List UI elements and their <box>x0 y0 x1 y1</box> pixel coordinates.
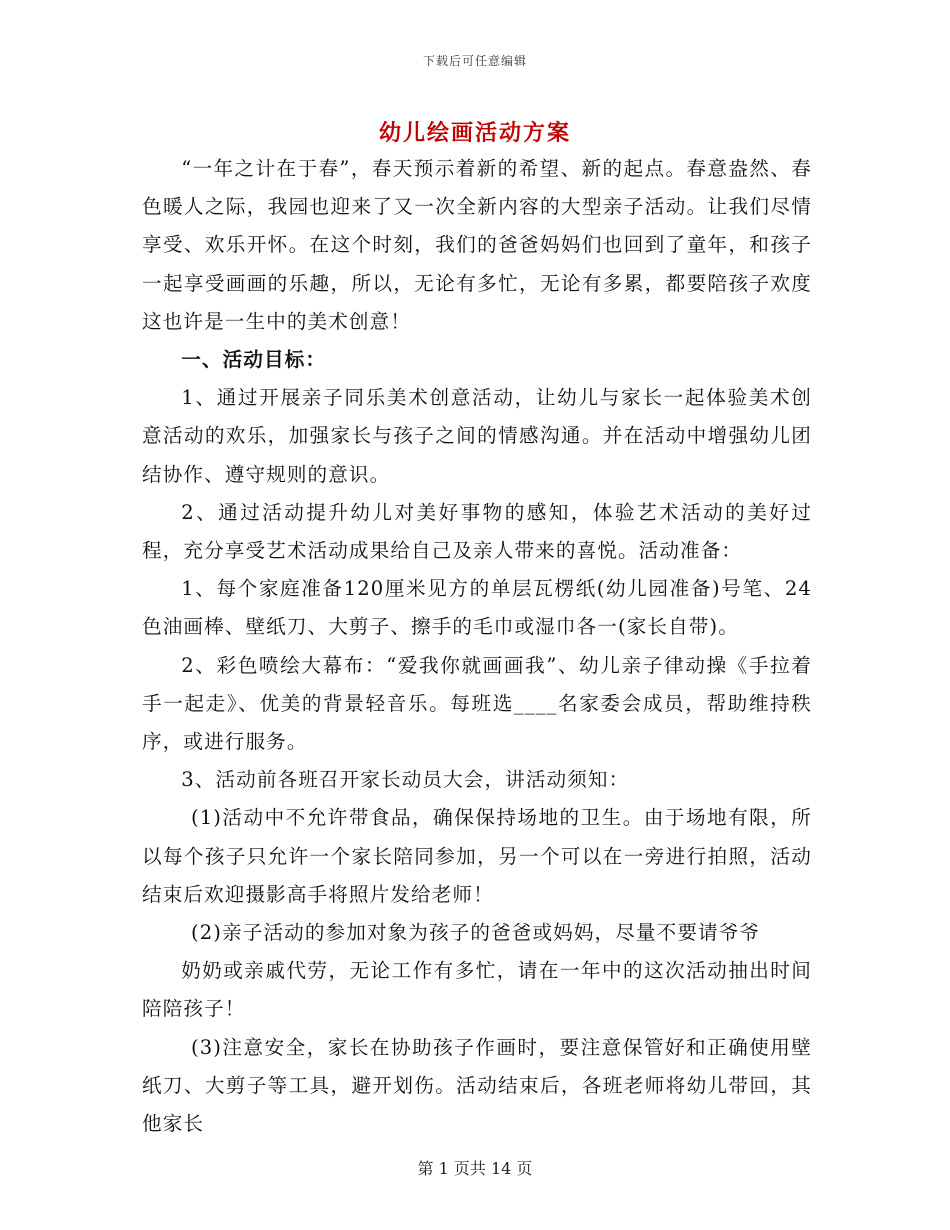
page-footer-number: 第 1 页共 14 页 <box>417 1159 533 1178</box>
preparation-item-1: 1、每个家庭准备120厘米见方的单层瓦楞纸(幼儿园准备)号笔、24色油画棒、壁纸刀、大剪子、擦手的毛巾或湿巾各一(家长自带)。 <box>142 577 812 639</box>
notice-item-2: (2)亲子活动的参加对象为孩子的爸爸或妈妈，尽量不要请爷爷 <box>191 921 761 945</box>
page-header-note: 下载后可任意编辑 <box>422 54 527 68</box>
notice-item-2-continued: 奶奶或亲戚代劳，无论工作有多忙，请在一年中的这次活动抽出时间陪陪孩子！ <box>142 959 812 1021</box>
preparation-item-2: 2、彩色喷绘大幕布：“爱我你就画画我”、幼儿亲子律动操《手拉着手一起走》、优美的背景轻音乐。每班选____名家委会成员，帮助维持秩序，或进行服务。 <box>142 653 812 754</box>
document-body <box>142 150 812 1143</box>
goal-item-1: 1、通过开展亲子同乐美术创意活动，让幼儿与家长一起体验美术创意活动的欢乐，加强家长与孩子之间的情感沟通。并在活动中增强幼儿团结协作、遵守规则的意识。 <box>142 386 812 486</box>
notice-item-1: (1)活动中不允许带食品，确保保持场地的卫生。由于场地有限，所以每个孩子只允许一个家长陪同参加，另一个可以在一旁进行拍照，活动结束后欢迎摄影高手将照片发给老师！ <box>142 806 812 906</box>
section-heading-goals: 一、活动目标： <box>181 348 327 372</box>
intro-paragraph: “一年之计在于春”，春天预示着新的希望、新的起点。春意盎然、春色暖人之际，我园也迎来了又一次全新内容的大型亲子活动。让我们尽情享受、欢乐开怀。在这个时刻，我们的爸爸妈妈们也回到了童年，和孩子一起享受画画的乐趣，所以，无论有多忙，无论有多累，都要陪孩子欢度这也许是一生中的美术创意！ <box>142 157 812 333</box>
goal-item-2: 2、通过活动提升幼儿对美好事物的感知，体验艺术活动的美好过程，充分享受艺术活动成果给自己及亲人带来的喜悦。活动准备： <box>142 500 812 563</box>
document-title: 幼儿绘画活动方案 <box>378 120 571 146</box>
preparation-item-3: 3、活动前各班召开家长动员大会，讲活动须知： <box>181 768 630 792</box>
notice-item-3: (3)注意安全，家长在协助孩子作画时，要注意保管好和正确使用壁纸刀、大剪子等工具，避开划伤。活动结束后，各班老师将幼儿带回，其他家长 <box>142 1035 812 1136</box>
